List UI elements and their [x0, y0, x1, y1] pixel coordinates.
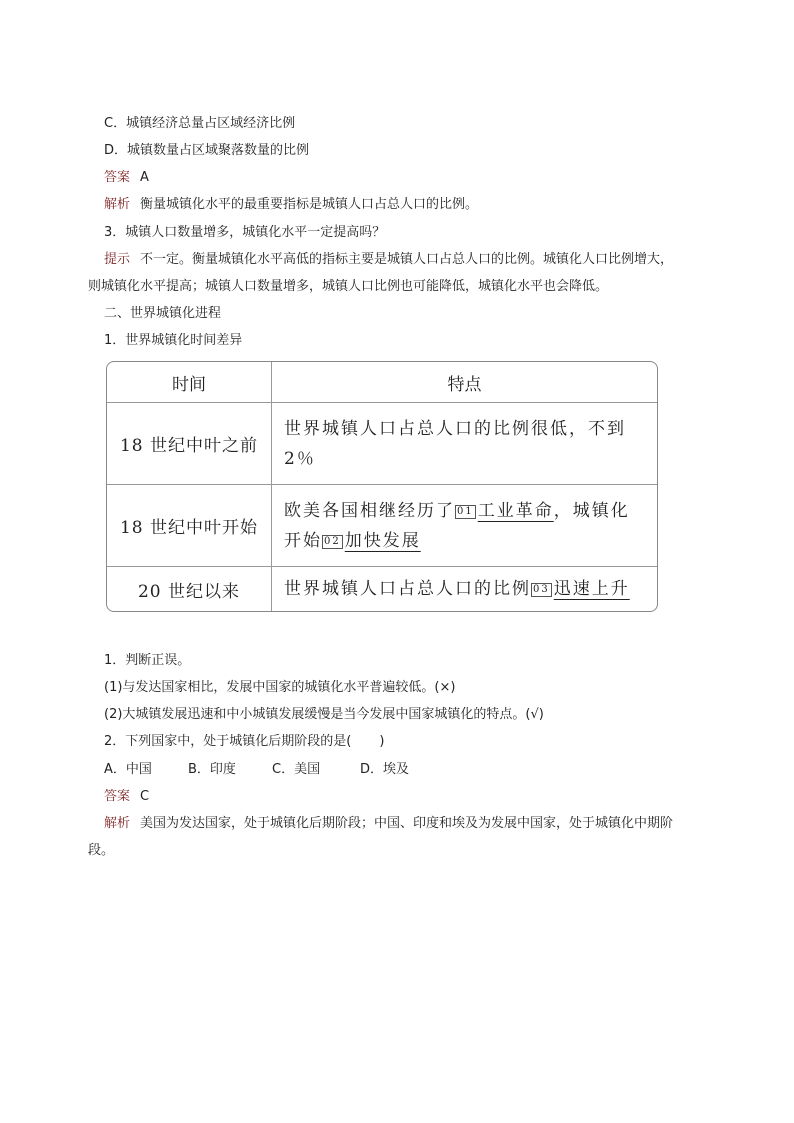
analysis-line-2	[104, 815, 673, 833]
analysis-line-1	[104, 196, 478, 214]
analysis-line-3: 段。	[88, 843, 115, 858]
option-a: A．中国	[104, 762, 152, 777]
answer-line-2	[104, 788, 149, 806]
answer-value: A	[140, 170, 149, 185]
table-header-row	[107, 362, 657, 403]
answer-value: C	[140, 789, 150, 804]
feature-text-a: 世界城镇人口占总人口的比例	[284, 579, 531, 599]
blank-answer-3: 迅速上升	[553, 579, 630, 599]
section-subheading: 1．世界城镇化时间差异	[104, 333, 243, 348]
table-row	[107, 485, 657, 567]
option-c: C．城镇经济总量占区域经济比例	[104, 116, 296, 131]
blank-number-1: 01	[457, 505, 474, 517]
option-d: D．城镇数量占区域聚落数量的比例	[104, 143, 310, 158]
urbanization-table	[106, 361, 658, 612]
question-2-text: 2．下列国家中，处于城镇化后期阶段的是(	[104, 734, 352, 749]
fill-blank-1	[455, 501, 554, 521]
hint-text-1: 不一定。衡量城镇化水平高低的指标主要是城镇人口占总人口的比例。城镇化人口比例增大，	[140, 252, 674, 267]
question-2-end: )	[379, 734, 385, 749]
blank-answer-1: 工业革命	[477, 500, 554, 521]
header-feature: 特点	[272, 362, 657, 403]
option-c2: C．美国	[272, 762, 321, 777]
cell-feature	[272, 485, 657, 567]
fill-blank-2	[322, 531, 421, 551]
question-3: 3．城镇人口数量增多，城镇化水平一定提高吗？	[104, 225, 386, 240]
answer-line-1	[104, 169, 149, 187]
cell-feature	[272, 567, 657, 611]
cell-time: 20 世纪以来	[107, 567, 272, 611]
table-row	[107, 567, 657, 611]
answer-label: 答案	[104, 170, 131, 185]
analysis-text-2a: 美国为发达国家，处于城镇化后期阶段；中国、印度和埃及为发展中国家，处于城镇化中期阶	[140, 816, 674, 831]
analysis-text: 衡量城镇化水平的最重要指标是城镇人口占总人口的比例。	[140, 197, 479, 212]
hint-line-1	[104, 251, 673, 269]
analysis-label: 解析	[104, 197, 131, 212]
judge-item-1: (1)与发达国家相比，发展中国家的城镇化水平普遍较低。(×)	[104, 680, 456, 695]
blank-number-3: 03	[533, 584, 550, 595]
blank-number-2: 02	[324, 535, 341, 547]
fill-blank-3	[531, 579, 630, 599]
hint-line-2: 则城镇化水平提高；城镇人口数量增多，城镇人口比例也可能降低，城镇化水平也会降低。	[88, 279, 609, 294]
blank-answer-2: 加快发展	[344, 530, 421, 551]
feature-text-a: 欧美各国相继经历了	[284, 500, 455, 521]
table-row	[107, 403, 657, 485]
option-b: B．印度	[188, 762, 236, 777]
analysis-label: 解析	[104, 816, 131, 831]
header-time: 时间	[107, 362, 272, 403]
judge-item-2: (2)大城镇发展迅速和中小城镇发展缓慢是当今发展中国家城镇化的特点。(√)	[104, 707, 544, 722]
cell-time: 18 世纪中叶之前	[107, 403, 272, 485]
options-line	[104, 761, 409, 779]
feature-text-b: ，城镇化开始	[284, 500, 630, 551]
cell-time: 18 世纪中叶开始	[107, 485, 272, 567]
hint-label: 提示	[104, 252, 131, 267]
option-d2: D．埃及	[360, 762, 410, 777]
answer-label: 答案	[104, 789, 131, 804]
cell-feature: 世界城镇人口占总人口的比例很低，不到 2％	[272, 403, 657, 485]
section-heading: 二、世界城镇化进程	[104, 306, 222, 321]
question-2	[104, 733, 384, 751]
judge-title: 1．判断正误。	[104, 653, 191, 668]
